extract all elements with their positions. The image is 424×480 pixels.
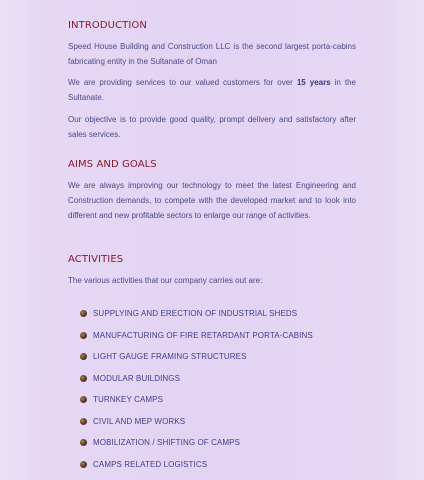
activity-label: CAMPS RELATED LOGISTICS [93, 459, 208, 469]
bullet-icon [80, 396, 87, 403]
introduction-paragraph-1: Speed House Building and Construction LLC is the second largest porta-cabins fabricating entity in the Sultanate of Oman [68, 42, 356, 66]
activities-intro: The various activities that our company carries out are: [68, 276, 263, 285]
bullet-icon [80, 461, 87, 468]
list-item [80, 432, 313, 454]
aims-goals-paragraph: We are always improving our technology to meet the latest Engineering and Construction demands, to compete with the developed market and to look into different and new profitable sectors to enlarge our range of activities. [68, 181, 356, 220]
bullet-icon [80, 439, 87, 446]
bullet-icon [80, 310, 87, 317]
list-item [80, 454, 313, 476]
activity-label: MANUFACTURING OF FIRE RETARDANT PORTA-CABINS [93, 330, 313, 340]
introduction-paragraph-2 [68, 75, 356, 105]
activity-label: MODULAR BUILDINGS [93, 373, 181, 383]
activity-label: CIVIL AND MEP WORKS [93, 416, 186, 426]
activity-label: TURNKEY CAMPS [93, 395, 164, 405]
introduction-heading: INTRODUCTION [68, 20, 147, 31]
list-item [80, 389, 313, 411]
intro-p2-text-start: We are providing services to our valued customers for over [68, 78, 297, 87]
list-item [80, 368, 313, 390]
intro-p2-text-end: in the Sultanate. [68, 78, 357, 102]
bullet-icon [80, 353, 87, 360]
list-item [80, 411, 313, 433]
bullet-icon [80, 418, 87, 425]
list-item [80, 346, 313, 368]
list-item [80, 325, 313, 347]
activities-list [80, 303, 313, 475]
years-count: 15 years [296, 78, 331, 87]
bullet-icon [80, 332, 87, 339]
activity-label: MOBILIZATION / SHIFTING OF CAMPS [93, 438, 241, 448]
activity-label: SUPPLYING AND ERECTION OF INDUSTRIAL SHEDS [93, 309, 298, 319]
bullet-icon [80, 375, 87, 382]
activities-heading: ACTIVITIES [68, 254, 124, 265]
activity-label: LIGHT GAUGE FRAMING STRUCTURES [93, 352, 247, 362]
introduction-paragraph-3: Our objective is to provide good quality, prompt delivery and satisfactory after sales services. [68, 115, 356, 139]
list-item [80, 303, 313, 325]
aims-goals-heading: AIMS AND GOALS [68, 159, 157, 170]
